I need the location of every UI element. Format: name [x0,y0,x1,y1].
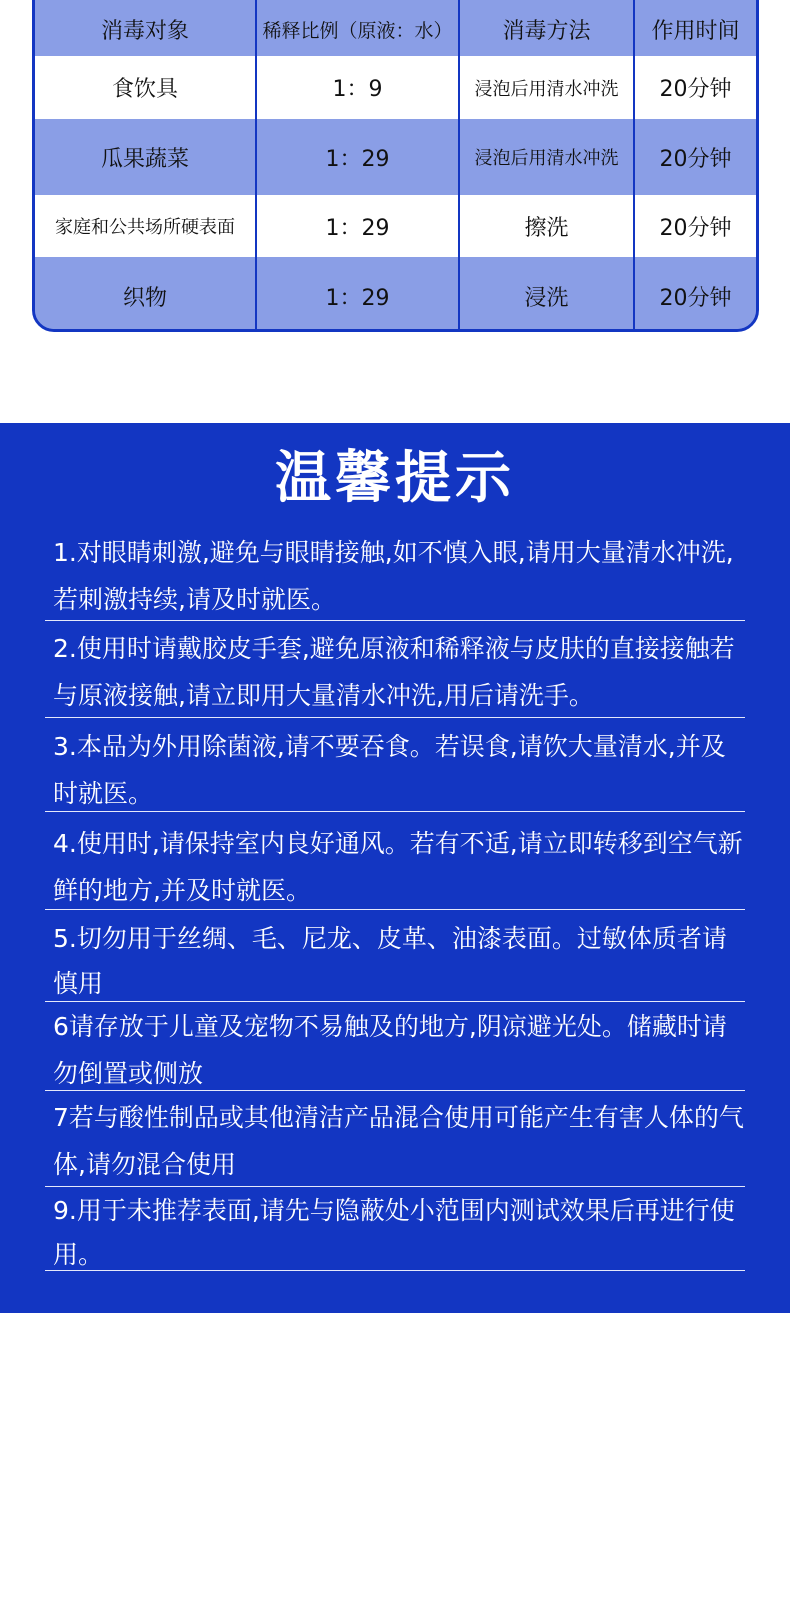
cell-time: 20分钟 [659,215,732,241]
cell-ratio: 1：29 [257,119,460,195]
tip-item: 9.用于未推荐表面,请先与隐蔽处小范围内测试效果后再进行使用。 [45,1187,745,1271]
tip-item: 5.切勿用于丝绸、毛、尼龙、皮革、油漆表面。过敏体质者请慎用 [45,914,745,1002]
tip-item: 6请存放于儿童及宠物不易触及的地方,阴凉避光处。储藏时请勿倒置或侧放 [45,1001,745,1091]
table-row [35,195,756,257]
table-header-row [35,0,756,56]
header-time: 作用时间 [651,19,740,44]
tip-item: 3.本品为外用除菌液,请不要吞食。若误食,请饮大量清水,并及时就医。 [45,721,745,812]
cell-ratio: 1：29 [257,257,460,332]
tips-section [0,423,790,1313]
cell-method: 浸洗 [460,257,635,332]
cell-time: 20分钟 [659,77,732,102]
table-row [35,56,756,119]
tip-item: 4.使用时,请保持室内良好通风。若有不适,请立即转移到空气新鲜的地方,并及时就医。 [45,818,745,910]
tips-title: 温馨提示 [275,446,515,511]
tip-item: 7若与酸性制品或其他清洁产品混合使用可能产生有害人体的气体,请勿混合使用 [45,1092,745,1187]
cell-target: 织物 [35,257,257,332]
tip-item: 2.使用时请戴胶皮手套,避免原液和稀释液与皮肤的直接接触若与原液接触,请立即用大量清水冲洗,用后请洗手。 [45,623,745,718]
header-method: 消毒方法 [460,0,635,56]
cell-method: 擦洗 [460,195,635,257]
table-row [35,257,756,332]
header-ratio: 稀释比例（原液：水） [257,0,460,56]
cell-ratio: 1：9 [257,56,460,119]
cell-method: 浸泡后用清水冲洗 [460,56,635,119]
cell-ratio: 1：29 [257,195,460,257]
cell-time: 20分钟 [659,146,732,172]
cell-target: 家庭和公共场所硬表面 [35,195,257,257]
dilution-table [32,0,759,332]
cell-method: 浸泡后用清水冲洗 [460,119,635,195]
tip-item: 1.对眼睛刺激,避免与眼睛接触,如不慎入眼,请用大量清水冲洗,若刺激持续,请及时就医。 [45,527,745,621]
cell-target: 食饮具 [35,56,257,119]
cell-time: 20分钟 [659,285,732,311]
table-row [35,119,756,195]
cell-target: 瓜果蔬菜 [35,119,257,195]
header-target: 消毒对象 [35,0,257,56]
